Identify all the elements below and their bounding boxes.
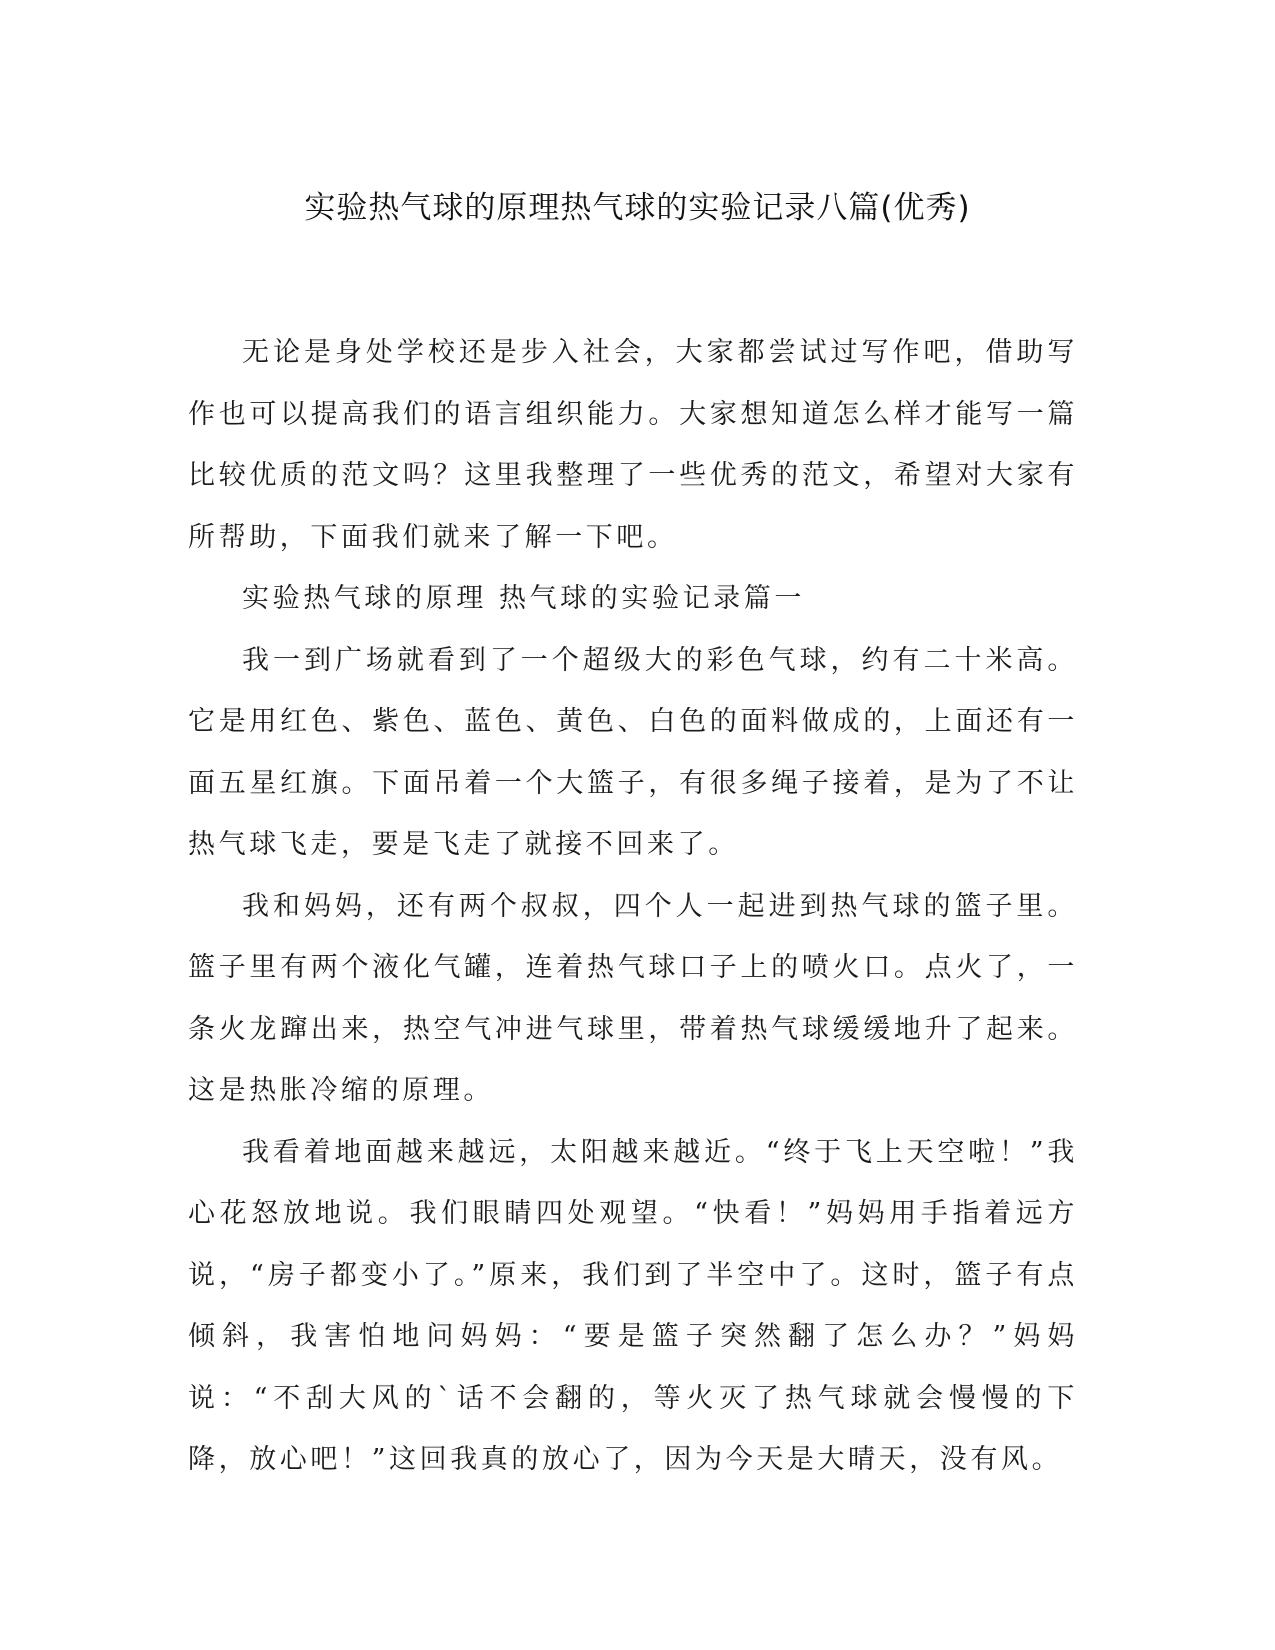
section-heading: 实验热气球的原理 热气球的实验记录篇一: [242, 583, 805, 614]
intro-paragraph: 无论是身处学校还是步入社会，大家都尝试过写作吧，借助写作也可以提高我们的语言组织能力。大家想知道怎么样才能写一篇比较优质的范文吗？这里我整理了一些优秀的范文，希望对大家有所帮助，下面我们就来了解一下吧。: [188, 337, 1078, 553]
body-paragraph: 我看着地面越来越远，太阳越来越近。“终于飞上天空啦！”我心花怒放地说。我们眼睛四处观望。“快看！”妈妈用手指着远方说，“房子都变小了。”原来，我们到了半空中了。这时，篮子有点倾斜，我害怕地问妈妈：“要是篮子突然翻了怎么办？”妈妈说：“不刮大风的`话不会翻的，等火灭了热气球就会慢慢的下降，放心吧！”这回我真的放心了，因为今天是大晴天，没有风。: [188, 1136, 1078, 1475]
body-paragraph: 我一到广场就看到了一个超级大的彩色气球，约有二十米高。它是用红色、紫色、蓝色、黄色、白色的面料做成的，上面还有一面五星红旗。下面吊着一个大篮子，有很多绳子接着，是为了不让热气球飞走，要是飞走了就接不回来了。: [188, 644, 1078, 860]
document-title: 实验热气球的原理热气球的实验记录八篇(优秀): [304, 190, 971, 226]
document-body: [188, 322, 1078, 1491]
body-paragraph: 我和妈妈，还有两个叔叔，四个人一起进到热气球的篮子里。篮子里有两个液化气罐，连着热气球口子上的喷火口。点火了，一条火龙蹿出来，热空气冲进气球里，带着热气球缓缓地升了起来。这是热胀冷缩的原理。: [188, 890, 1078, 1106]
